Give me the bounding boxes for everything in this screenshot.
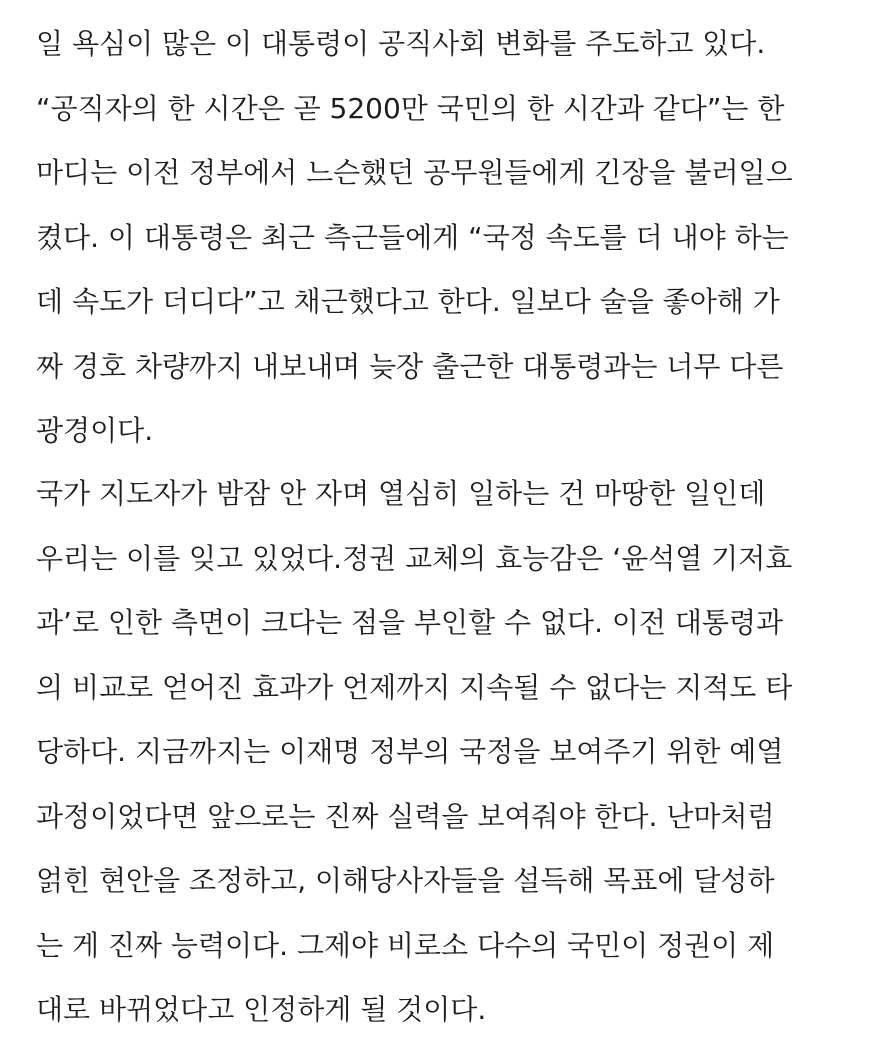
paragraph-line: 얽힌 현안을 조정하고, 이해당사자들을 설득해 목표에 달성하	[36, 864, 775, 897]
paragraph-line: 짜 경호 차량까지 내보내며 늦장 출근한 대통령과는 너무 다른	[36, 349, 784, 383]
paragraph-line: 과정이었다면 앞으로는 진짜 실력을 보여줘야 한다. 난마처럼	[36, 799, 775, 833]
paragraph-line: 데 속도가 더디다”고 채근했다고 한다. 일보다 술을 좋아해 가	[36, 285, 780, 318]
paragraph-line: 마디는 이전 정부에서 느슨했던 공무원들에게 긴장을 불러일으	[36, 156, 793, 189]
paragraph-line: 국가 지도자가 밤잠 안 자며 열심히 일하는 건 마땅한 일인데	[36, 477, 766, 510]
paragraph-line: 켰다. 이 대통령은 최근 측근들에게 “국정 속도를 더 내야 하는	[36, 220, 789, 254]
paragraph-line: “공직자의 한 시간은 곧 5200만 국민의 한 시간과 같다”는 한	[36, 91, 785, 125]
paragraph-line: 우리는 이를 잊고 있었다.정권 교체의 효능감은 ‘윤석열 기저효	[36, 541, 793, 575]
paragraph-line: 일 욕심이 많은 이 대통령이 공직사회 변화를 주도하고 있다.	[36, 27, 766, 60]
paragraph-line: 과’로 인한 측면이 크다는 점을 부인할 수 없다. 이전 대통령과	[36, 606, 784, 639]
paragraph-line: 는 게 진짜 능력이다. 그제야 비로소 다수의 국민이 정권이 제	[36, 928, 775, 962]
paragraph-2	[36, 462, 792, 1043]
paragraph-line: 광경이다.	[36, 414, 154, 447]
paragraph-line: 의 비교로 얻어진 효과가 언제까지 지속될 수 없다는 지적도 타	[36, 670, 793, 704]
paragraph-1	[36, 12, 793, 464]
paragraph-line: 대로 바뀌었다고 인정하게 될 것이다.	[36, 993, 487, 1026]
paragraph-line: 당하다. 지금까지는 이재명 정부의 국정을 보여주기 위한 예열	[36, 735, 784, 768]
